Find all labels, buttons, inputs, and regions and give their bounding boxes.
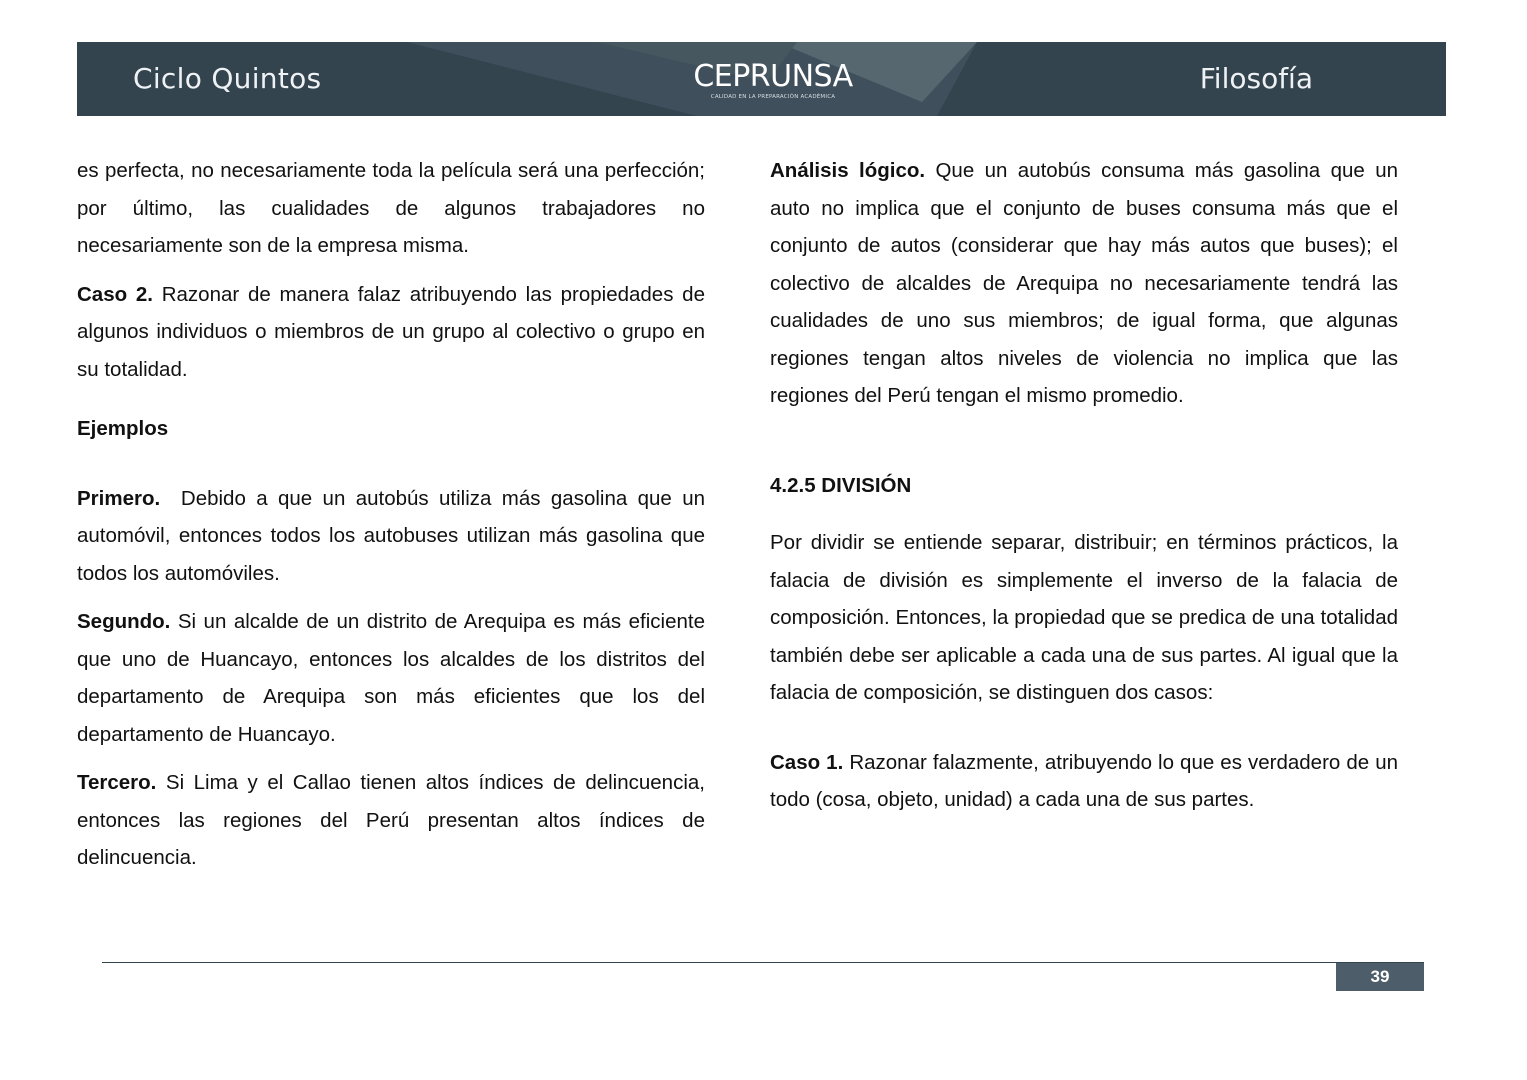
primero-label: Primero.	[77, 486, 161, 510]
caso-1-text: Razonar falazmente, atribuyendo lo que es verdadero de un todo (cosa, objeto, unidad) a cada una de sus partes.	[770, 750, 1399, 811]
page-number: 39	[1336, 963, 1424, 991]
analisis-label: Análisis lógico.	[770, 159, 926, 182]
paragraph-caso-1	[770, 744, 1398, 819]
logo-text: CEPRUNSA	[693, 59, 853, 94]
left-column	[77, 152, 711, 888]
segundo-text: Si un alcalde de un distrito de Arequipa es más eficiente que uno de Huancayo, entonces los alcaldes de los distritos del departamento de Arequipa son más eficientes que los del departamento de Huancayo.	[77, 610, 705, 746]
paragraph-caso-2	[77, 276, 705, 389]
right-column	[770, 152, 1398, 830]
analisis-text: Que un autobús consuma más gasolina que un auto no implica que el conjunto de buses consuma más que el conjunto de autos (considerar que hay más autos que buses); el colectivo de alcaldes de Arequipa no necesariamente tendrá las cualidades de uno sus miembros; de igual forma, que algunas regiones tengan altos niveles de violencia no implica que las regiones del Perú tengan el mismo promedio.	[770, 159, 1398, 407]
caso-1-label: Caso 1.	[770, 750, 844, 774]
caso-2-text: Razonar de manera falaz atribuyendo las propiedades de algunos individuos o miembros de un grupo al colectivo o grupo en su totalidad.	[77, 282, 705, 381]
tercero-label: Tercero.	[77, 771, 157, 794]
segundo-label: Segundo.	[77, 610, 171, 633]
ejemplos-heading: Ejemplos	[77, 417, 169, 440]
header-banner	[77, 42, 1446, 116]
section-heading: 4.2.5 DIVISIÓN	[770, 473, 912, 497]
logo-tagline: CALIDAD EN LA PREPARACIÓN ACADÉMICA	[710, 94, 836, 100]
paragraph-intro: es perfecta, no necesariamente toda la película será una perfección; por último, las cualidades de algunos trabajadores no necesariamente son de la empresa misma.	[77, 159, 705, 257]
primero-text: Debido a que un autobús utiliza más gasolina que un automóvil, entonces todos los autobuses utilizan más gasolina que todos los automóviles.	[77, 486, 711, 585]
footer-rule	[102, 962, 1424, 963]
caso-2-label: Caso 2.	[77, 282, 153, 306]
paragraph-primero	[77, 480, 711, 593]
tercero-text: Si Lima y el Callao tienen altos índices de delincuencia, entonces las regiones del Perú presentan altos índices de delincuencia.	[77, 771, 705, 869]
paragraph-division: Por dividir se entiende separar, distribuir; en términos prácticos, la falacia de división es simplemente el inverso de la falacia de composición. Entonces, la propiedad que se predica de una totalidad también debe ser aplicable a cada una de sus partes. Al igual que la falacia de composición, se distinguen dos casos:	[770, 531, 1398, 704]
paragraph-analisis	[770, 152, 1398, 415]
paragraph-tercero	[77, 764, 705, 877]
paragraph-segundo	[77, 603, 705, 753]
cycle-title: Ciclo Quintos	[133, 62, 322, 95]
subject-title: Filosofía	[1199, 62, 1313, 95]
ceprunsa-logo	[688, 59, 858, 100]
